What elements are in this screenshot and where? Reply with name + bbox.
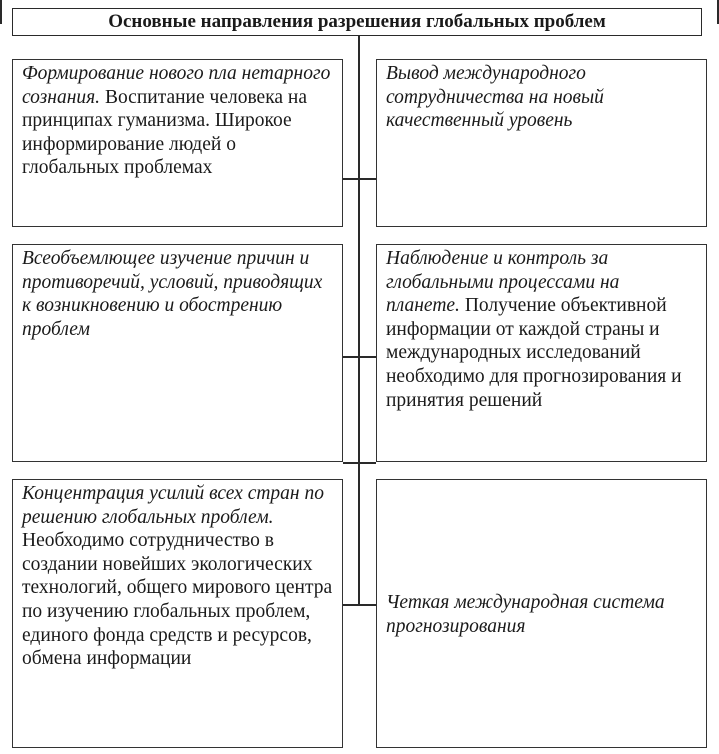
right-box-2-text: Получение объективной информации от каждой страны и международных исследований необходимо для прогнозирования и принятия решений bbox=[386, 295, 682, 411]
right-box-2-italic: Наблюдение и контроль за глобальными процессами на планете. bbox=[386, 248, 620, 317]
right-box-3-italic: Четкая международная система прогнозирования bbox=[386, 591, 665, 637]
connector-row-divider bbox=[343, 462, 376, 464]
right-box-2 bbox=[376, 244, 707, 462]
left-box-1-text: Воспитание человека на принципах гуманизма. Широкое информирование людей о глобальных проблемах bbox=[22, 86, 308, 179]
connector-row3 bbox=[343, 604, 376, 606]
connector-row2 bbox=[343, 356, 376, 358]
left-box-1 bbox=[12, 59, 343, 227]
left-box-2 bbox=[12, 244, 343, 462]
left-box-3 bbox=[12, 479, 343, 748]
left-box-2-italic: Всеобъемлющее изучение причин и противоречий, условий, приводящих к возникновению и обострению проблем bbox=[22, 248, 323, 340]
left-box-3-italic: Концентрация усилий всех стран по решению глобальных проблем. bbox=[22, 483, 324, 528]
left-box-3-text: Необходимо сотрудничество в создании новейших экологических технологий, общего мирового центра по изучению глобальных проблем, единого фонда средств и ресурсов, обмена информации bbox=[22, 530, 333, 670]
left-box-1-italic: Формирование нового пла нетарного сознания. bbox=[22, 63, 331, 108]
central-connector bbox=[358, 36, 360, 606]
right-box-3-content bbox=[386, 591, 698, 638]
connector-row1 bbox=[343, 178, 376, 180]
right-box-3 bbox=[376, 479, 707, 748]
left-bracket-mark bbox=[0, 0, 2, 24]
right-bracket-mark bbox=[717, 0, 719, 24]
diagram-title: Основные направления разрешения глобальных проблем bbox=[12, 8, 702, 36]
right-box-1-italic: Вывод международного сотрудничества на новый качественный уровень bbox=[386, 63, 604, 132]
right-box-1 bbox=[376, 59, 707, 227]
